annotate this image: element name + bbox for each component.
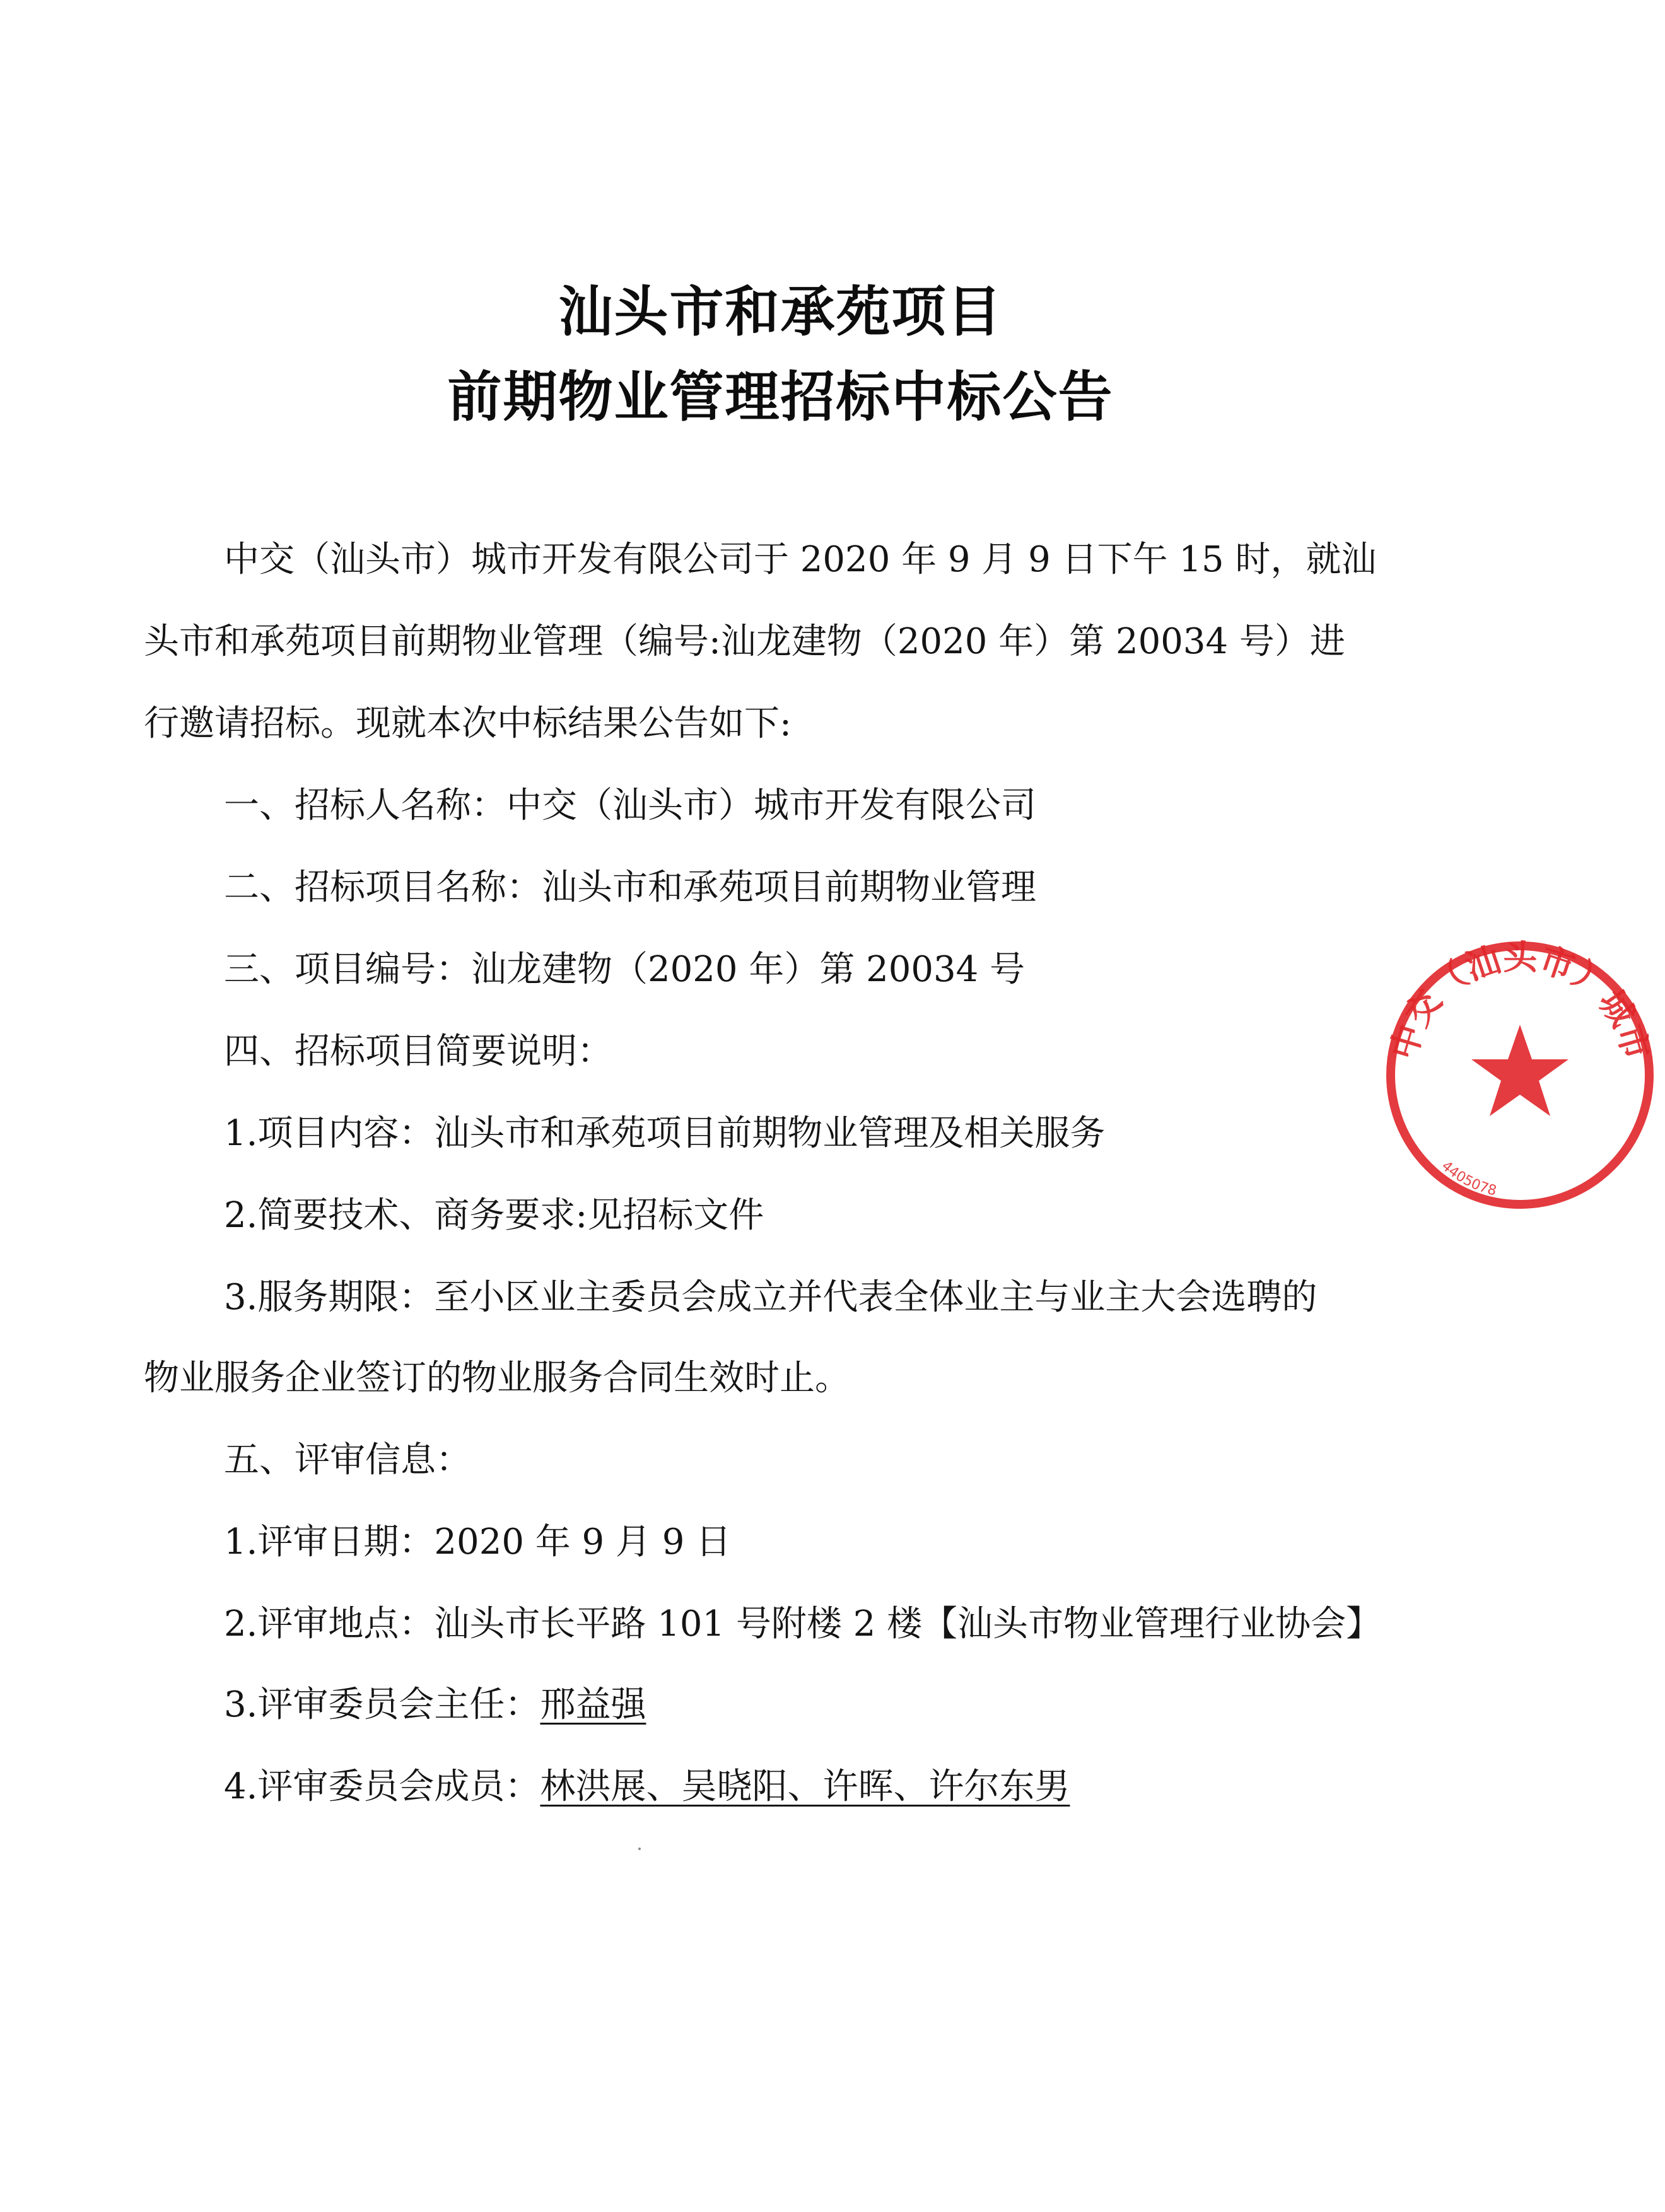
project-number: 三、项目编号：汕龙建物（2020 年）第 20034 号 xyxy=(224,949,1025,990)
review-place: 2.评审地点：汕头市长平路 101 号附楼 2 楼【汕头市物业管理行业协会】 xyxy=(224,1604,1382,1644)
seal-star-icon xyxy=(1471,1025,1569,1116)
brief-heading: 四、招标项目简要说明： xyxy=(224,1031,612,1072)
committee-members-names: 林洪展、吴晓阳、许晖、许尔东男 xyxy=(540,1766,1070,1807)
committee-chair-name: 邢益强 xyxy=(540,1684,646,1725)
intro-line-1: 中交（汕头市）城市开发有限公司于 2020 年 9 月 9 日下午 15 时，就汕 xyxy=(224,539,1377,580)
committee-chair-label: 3.评审委员会主任： xyxy=(224,1684,540,1725)
project-content: 1.项目内容：汕头市和承苑项目前期物业管理及相关服务 xyxy=(224,1113,1106,1154)
seal-text: 中交（汕头市）城市 xyxy=(1383,937,1657,1064)
intro-line-2: 头市和承苑项目前期物业管理（编号:汕龙建物（2020 年）第 20034 号）进 xyxy=(144,621,1345,662)
service-term-line-1: 3.服务期限：至小区业主委员会成立并代表全体业主与业主大会选聘的 xyxy=(224,1277,1317,1318)
review-date: 1.评审日期：2020 年 9 月 9 日 xyxy=(224,1522,732,1563)
committee-members-label: 4.评审委员会成员： xyxy=(224,1766,540,1807)
seal-code: 4405078 xyxy=(1438,1158,1499,1199)
document-title-line-2: 前期物业管理招标中标公告 xyxy=(447,366,1114,429)
service-term-line-2: 物业服务企业签订的物业服务合同生效时止。 xyxy=(144,1358,850,1399)
tenderer-name: 一、招标人名称：中交（汕头市）城市开发有限公司 xyxy=(224,785,1036,826)
intro-line-3: 行邀请招标。现就本次中标结果公告如下: xyxy=(144,703,792,744)
document-title-line-1: 汕头市和承苑项目 xyxy=(558,281,1003,344)
scan-speck xyxy=(638,1848,641,1850)
project-name: 二、招标项目名称：汕头市和承苑项目前期物业管理 xyxy=(224,867,1036,908)
review-heading: 五、评审信息： xyxy=(224,1440,471,1481)
committee-chair xyxy=(224,1682,646,1728)
requirements: 2.简要技术、商务要求:见招标文件 xyxy=(224,1195,764,1236)
company-seal-stamp xyxy=(1375,930,1665,1220)
committee-members xyxy=(224,1764,1070,1810)
